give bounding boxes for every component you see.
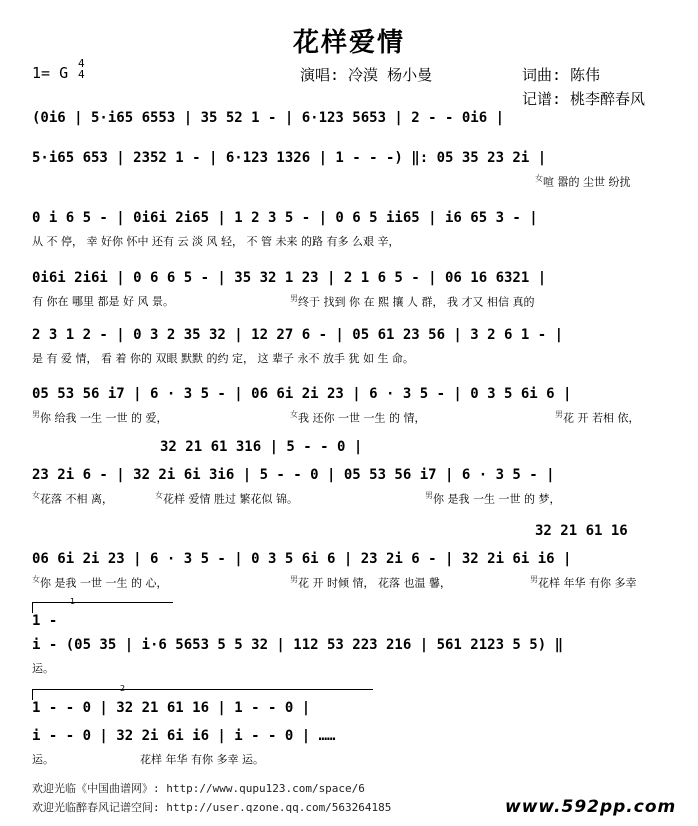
voice-part-marker: 女: [290, 410, 298, 419]
footer-link-qzone[interactable]: 欢迎光临醉春风记谱空间: http://user.qzone.qq.com/563264185: [32, 801, 392, 814]
lyric-line: [290, 574, 451, 591]
lyric-line: [530, 574, 637, 591]
time-signature: [78, 58, 85, 80]
lyric-text: 运。: [32, 662, 54, 675]
voice-part-marker: 女: [155, 491, 163, 500]
lyric-text: 你 给我 一生 一世 的 爱，: [40, 411, 168, 425]
voice-part-marker: 男: [425, 491, 433, 500]
lyric-line: [140, 751, 264, 767]
notation-row: 06 6i 2i 23 | 6 · 3 5 - | 0 3 5 6i 6 | 23 2i 6 - | 32 2i 6i i6 |: [32, 551, 572, 567]
notation-row: 0i6i 2i6i | 0 6 6 5 - | 35 32 1 23 | 2 1 6 5 - | 06 16 6321 |: [32, 270, 547, 286]
volta-label-1: 1: [70, 597, 76, 606]
lyric-text: 是 有 爱 情， 看 着 你的 双眼 默默 的约 定， 这 辈子 永不 放手 犹 如 生 命。: [32, 352, 414, 365]
notation-row: 1 - - 0 | 32 21 61 16 | 1 - - 0 |: [32, 700, 311, 716]
lyric-line: [425, 490, 560, 507]
lyric-text: 花落 不相 离，: [40, 492, 113, 506]
lyric-text: 喧 嚣的 尘世 纷扰: [543, 175, 631, 189]
key-signature: 1= G: [32, 64, 69, 82]
voice-part-marker: 男: [32, 410, 40, 419]
lyric-line: [32, 490, 113, 507]
voice-part-marker: 女: [535, 174, 543, 183]
lyric-text: 从 不 停， 幸 好你 怀中 还有 云 淡 风 轻， 不 管 未来 的路 有多 么艰 辛，: [32, 235, 400, 248]
notation-row: 05 53 56 i7 | 6 · 3 5 - | 06 6i 2i 23 | 6 · 3 5 - | 0 3 5 6i 6 |: [32, 386, 572, 402]
lyric-text: 花 开 时倾 情， 花落 也温 馨，: [298, 576, 451, 590]
lyric-line: [555, 409, 640, 426]
footer-link-qupu[interactable]: 欢迎光临《中国曲谱网》: http://www.qupu123.com/space/6: [32, 782, 365, 795]
lyric-line: [290, 293, 534, 310]
voice-part-marker: 男: [290, 575, 298, 584]
notation-row: 23 2i 6 - | 32 2i 6i 3i6 | 5 - - 0 | 05 53 56 i7 | 6 · 3 5 - |: [32, 467, 555, 483]
volta-label-2: 2: [120, 684, 126, 693]
lyric-line: [32, 751, 54, 767]
notation-row: i - (05 35 | i·6 5653 5 5 32 | 112 53 223 216 | 561 2123 5 5) ‖: [32, 637, 564, 653]
lyric-text: 运。: [32, 753, 54, 766]
voice-part-marker: 男: [290, 294, 298, 303]
volta-bracket-2: [32, 689, 373, 700]
singer-credit: 演唱: 冷漠 杨小曼: [300, 66, 433, 84]
lyric-line: [32, 293, 174, 309]
lyric-line: [32, 409, 167, 426]
page-title: 花样爱情: [292, 28, 405, 58]
notation-row: 32 21 61 16: [535, 523, 628, 539]
lyric-line: [32, 660, 54, 676]
notation-row: 0 i 6 5 - | 0i6i 2i65 | 1 2 3 5 - | 0 6 5 ii65 | i6 65 3 - |: [32, 210, 538, 226]
composer-credit: 词曲: 陈伟: [522, 66, 601, 84]
lyric-line: [535, 173, 631, 190]
site-logo-592pp: www.592pp.com: [505, 797, 677, 817]
lyric-line: [155, 490, 298, 507]
time-sig-bottom: 4: [78, 68, 85, 81]
lyric-text: 花 开 若相 依，: [563, 411, 640, 425]
time-sig-top: 4: [78, 57, 85, 70]
lyric-text: 你 是我 一生 一世 的 梦，: [433, 492, 561, 506]
notation-row: 32 21 61 316 | 5 - - 0 |: [160, 439, 363, 455]
notation-row: 5·i65 653 | 2352 1 - | 6·123 1326 | 1 - - -) ‖: 05 35 23 2i |: [32, 150, 547, 166]
notation-row: 2 3 1 2 - | 0 3 2 35 32 | 12 27 6 - | 05 61 23 56 | 3 2 6 1 - |: [32, 327, 564, 343]
notation-row: (0i6 | 5·i65 6553 | 35 52 1 - | 6·123 5653 | 2 - - 0i6 |: [32, 110, 505, 126]
lyric-line: [32, 350, 414, 366]
voice-part-marker: 女: [32, 491, 40, 500]
voice-part-marker: 女: [32, 575, 40, 584]
transcriber-credit: 记谱: 桃李醉春风: [522, 90, 646, 108]
lyric-line: [32, 233, 399, 249]
lyric-text: 花样 年华 有你 多幸 运。: [140, 753, 264, 766]
lyric-text: 我 还你 一世 一生 的 情，: [298, 411, 426, 425]
volta-bracket-1: [32, 602, 173, 613]
lyric-text: 你 是我 一世 一生 的 心，: [40, 576, 168, 590]
lyric-text: 花样 年华 有你 多幸: [538, 576, 637, 590]
lyric-line: [290, 409, 425, 426]
lyric-text: 花样 爱情 胜过 繁花似 锦。: [163, 492, 298, 506]
lyric-text: 终于 找到 你 在 熙 攘 人 群， 我 才又 相信 真的: [298, 295, 535, 309]
lyric-line: [32, 574, 167, 591]
notation-row: i - - 0 | 32 2i 6i i6 | i - - 0 | ……: [32, 728, 336, 744]
notation-row: 1 -: [32, 613, 58, 629]
voice-part-marker: 男: [555, 410, 563, 419]
lyric-text: 有 你在 哪里 都是 好 风 景。: [32, 295, 174, 308]
voice-part-marker: 男: [530, 575, 538, 584]
